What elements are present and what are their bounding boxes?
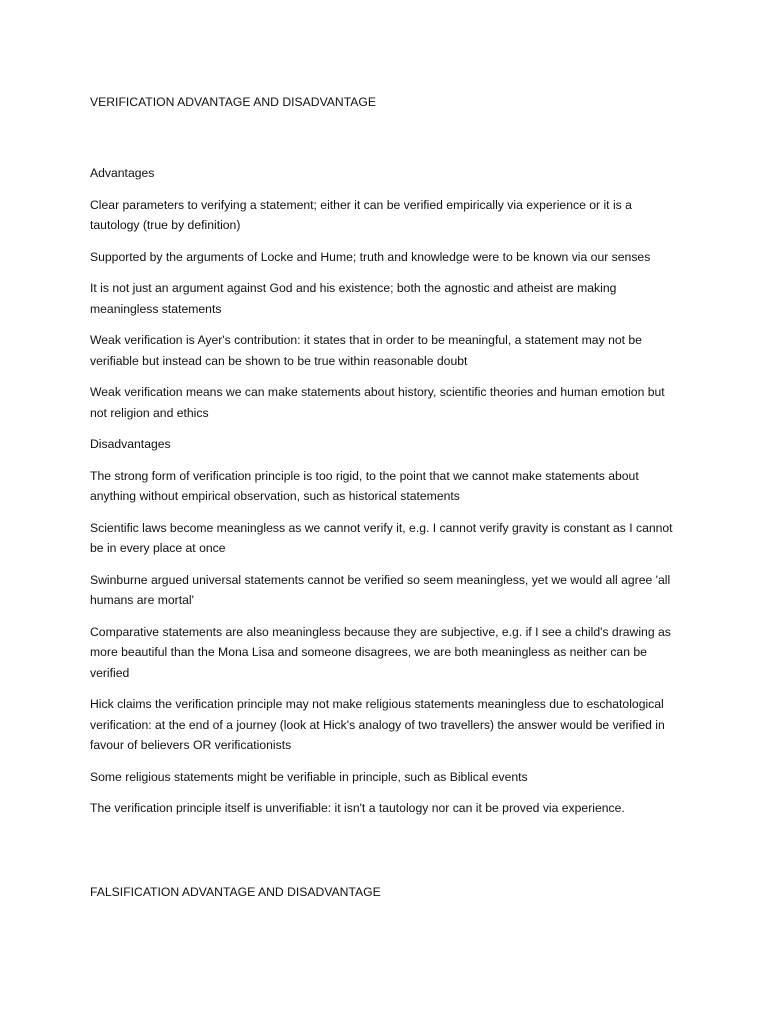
disadvantage-paragraph: Some religious statements might be verifiable in principle, such as Biblical events <box>90 769 528 784</box>
advantage-paragraph: Weak verification means we can make statements about history, scientific theories and human emotion but not religion and ethics <box>90 385 665 420</box>
disadvantage-paragraph: Hick claims the verification principle may not make religious statements meaningless due to eschatological verification: at the end of a journey (look at Hick's analogy of two travellers) the answer would be verified in favour of believers OR verificationists <box>90 697 665 752</box>
advantage-paragraph: Supported by the arguments of Locke and Hume; truth and knowledge were to be known via our senses <box>90 249 651 264</box>
disadvantage-paragraph: Swinburne argued universal statements cannot be verified so seem meaningless, yet we would all agree 'all humans are mortal' <box>90 572 671 607</box>
disadvantage-paragraph: The strong form of verification principle is too rigid, to the point that we cannot make statements about anything without empirical observation, such as historical statements <box>90 468 639 503</box>
page-title: VERIFICATION ADVANTAGE AND DISADVANTAGE <box>90 95 376 109</box>
disadvantages-heading: Disadvantages <box>90 437 171 451</box>
advantage-paragraph: Clear parameters to verifying a statement; either it can be verified empirically via experience or it is a tautology (true by definition) <box>90 197 632 232</box>
disadvantage-paragraph: Scientific laws become meaningless as we cannot verify it, e.g. I cannot verify gravity is constant as I cannot be in every place at once <box>90 520 673 555</box>
next-section-title: FALSIFICATION ADVANTAGE AND DISADVANTAGE <box>90 884 381 899</box>
disadvantage-paragraph: Comparative statements are also meaningless because they are subjective, e.g. if I see a child's drawing as more beautiful than the Mona Lisa and someone disagrees, we are both meaningless as neither can be verified <box>90 624 671 680</box>
document-body <box>90 92 682 902</box>
disadvantage-paragraph: The verification principle itself is unverifiable: it isn't a tautology nor can it be proved via experience. <box>90 801 625 815</box>
advantage-paragraph: Weak verification is Ayer's contribution: it states that in order to be meaningful, a statement may not be verifiable but instead can be shown to be true within reasonable doubt <box>90 333 642 368</box>
advantages-heading: Advantages <box>90 166 155 180</box>
advantage-paragraph: It is not just an argument against God and his existence; both the agnostic and atheist are making meaningless statements <box>90 281 617 316</box>
